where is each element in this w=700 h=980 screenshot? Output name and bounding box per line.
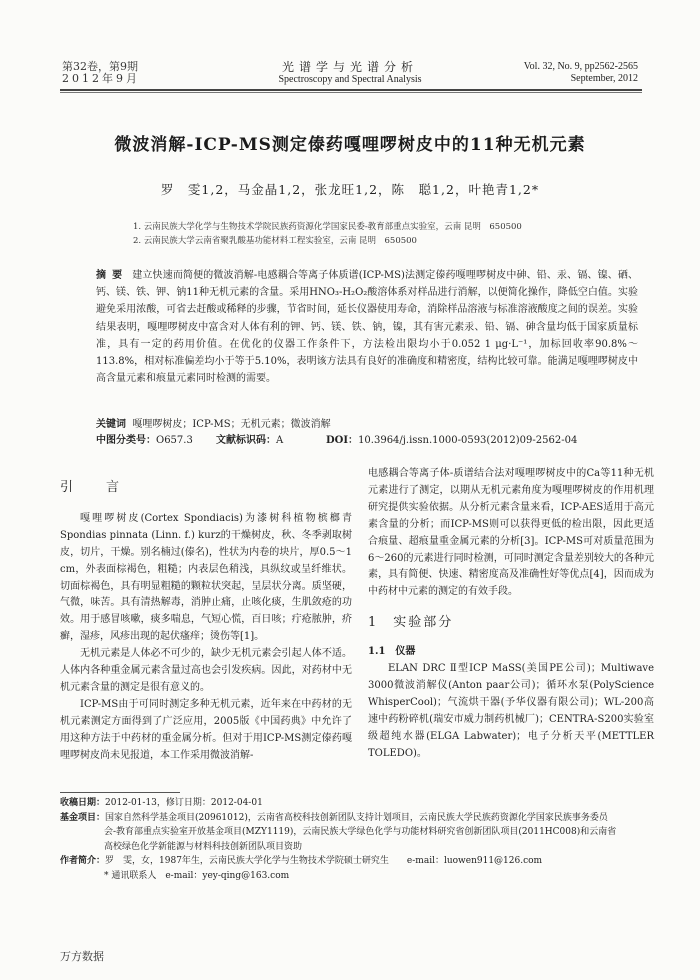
journal-volume-info xyxy=(62,61,140,85)
keywords-label: 关键词 xyxy=(96,419,126,430)
right-column xyxy=(368,466,654,763)
abstract-label: 摘要 xyxy=(96,270,129,281)
intro-paragraph-1: 嘎哩啰树皮(Cortex Spondiacis)为漆树科植物槟榔青Spondias pinnata (Linn. f.) kurz的干燥树皮，秋、冬季剥取树皮，切片，干燥。别名楠过(傣名)，性状为内卷的块片，厚0.5～1 cm，外表面棕褐色，粗糙；内表层色稍浅，具纵纹或呈纤维状。切面棕褐色，具有明显粗糙的颗粒状突起，呈层状分离。质坚硬，气微，味苦。具有清热解毒，消肿止痛，止咳化痰，生肌敛疮的功效。用于感冒咳嗽，痰多喘息，气短心慌，百日咳；疔疮脓肿，疥癣，湿疹，风疹出现的起伏瘙痒；烫伤等[1]。 xyxy=(60,512,352,643)
clc-label: 中图分类号： xyxy=(96,435,156,446)
journal-name-en: Spectroscopy and Spectral Analysis xyxy=(278,74,422,85)
fund-info-line2: 会-教育部重点实验室开放基金项目(MZY1119)，云南民族大学绿色化学与功能材料研究省创新团队项目(2011HC008)和云南省 xyxy=(104,827,617,837)
keywords xyxy=(96,418,331,432)
left-column xyxy=(60,480,352,765)
intro-paragraph-3: ICP-MS由于可同时测定多种无机元素，近年来在中药材的无机元素测定方面得到了广泛应用，2005版《中国药典》中允许了用这种方法于中药材的重金属分析。但对于用ICP-MS测定傣药嘎哩啰树皮尚未见报道，本工作采用微波消解- xyxy=(60,698,352,761)
corresponding-author: * 通讯联系人 e-mail：yey-qing@163.com xyxy=(104,870,290,881)
affiliation-1: 1. 云南民族大学化学与生物技术学院民族药资源化学国家民委-教育部重点实验室，云南 昆明 650500 xyxy=(133,222,522,232)
fund-info-line3: 高校绿色化学新能源与材料科技创新团队项目资助 xyxy=(104,841,303,852)
volume-issue: 第32卷，第9期 xyxy=(62,60,138,73)
received-date: 收稿日期：2012-01-13，修订日期：2012-04-01 xyxy=(60,798,263,808)
header-rule-thin xyxy=(60,92,642,93)
intro-continued-paragraph: 电感耦合等离子体-质谱结合法对嘎哩啰树皮中的Ca等11种无机元素进行了测定，以期从无机元素角度为嘎哩啰树皮的作用机理研究提供实验依据。从分析元素含量来看，ICP-AES适用于高元素含量的分析；而ICP-MS则可以获得更低的检出限，因此更适合痕量、超痕量重金属元素的分析[3]。ICP-MS可对质量范围为6～260的元素进行同时检测，可同时测定含量差别较大的各种元素，具有简便、快速、精密度高及准确性好等优点[4]，因而成为中药材中元素的测定的有效手段。 xyxy=(368,468,654,598)
clc-value: O657.3 xyxy=(156,435,193,446)
journal-name xyxy=(200,61,500,86)
author-list: 罗 雯1,2，马金晶1,2，张龙旺1,2，陈 聪1,2，叶艳青1,2* xyxy=(160,182,540,197)
issue-date-en: September, 2012 xyxy=(570,73,638,84)
watermark: 万方数据 xyxy=(60,950,104,963)
volume-pages: Vol. 32, No. 9, pp2562-2565 xyxy=(523,61,638,72)
fund-info: 基金项目：国家自然科学基金项目(20961012)，云南省高校科技创新团队支持计划项目，云南民族大学民族药资源化学国家民族事务委员 xyxy=(60,812,608,823)
abstract xyxy=(96,267,638,387)
abstract-text: 建立快速而简便的微波消解-电感耦合等离子体质谱(ICP-MS)法测定傣药嘎哩啰树皮中砷、铅、汞、镉、镍、硒、钙、镁、铁、钾、钠11种无机元素的含量。采用HNO₃-H₂O₂酸溶体系对样品进行消解，以便简化操作，降低空白值。实验避免采用浓酸，可省去赶酸或稀释的步骤，节省时间，延长仪器使用寿命，消除样品溶液与标准溶液酸度之间的误差。实验结果表明，嘎哩啰树皮中富含对人体有利的钾、钙、镁、铁、钠，镍，其有害元素汞、铅、镉、砷含量均低于国家质量标准，具有一定的药用价值。在优化的仪器工作条件下，方法检出限均小于0.052 1 μg·L⁻¹，加标回收率90.8%～113.8%，相对标准偏差均小于等于5.10%，表明该方法具有良好的准确度和精密度，结构比较可靠。能满足嘎哩啰树皮中高含量元素和痕量元素同时检测的需要。 xyxy=(96,270,639,385)
subsection-heading-instruments: 1.1 仪器 xyxy=(368,646,416,658)
doi-label: DOI： xyxy=(326,435,359,446)
keywords-text: 嘎哩啰树皮；ICP-MS；无机元素；微波消解 xyxy=(132,419,331,430)
author-bio: 作者简介：罗 雯，女，1987年生，云南民族大学化学与生物技术学院硕士研究生 e-mail：luowen911@126.com xyxy=(60,856,543,866)
section-heading-intro: 引 言 xyxy=(60,480,130,495)
doc-code-label: 文献标识码： xyxy=(216,435,276,446)
instruments-paragraph: ELAN DRC Ⅱ型ICP MaSS(美国PE公司)；Multiwave 3000微波消解仪(Anton paar公司)；循环水泵(PolyScience WhisperCool)；气流烘干器(予华仪器有限公司)；WL-200高速中药粉碎机(瑞安市威力制药机械厂)；CENTRA-S200实验室级超纯水器(ELGA Labwater)；电子分析天平(METTLER TOLEDO)。 xyxy=(368,663,654,759)
doi-value: 10.3964/j.issn.1000-0593(2012)09-2562-04 xyxy=(358,435,578,446)
issue-date: 2012年9月 xyxy=(62,72,140,85)
footnotes xyxy=(60,796,640,883)
header-rule xyxy=(60,89,642,91)
intro-paragraph-2: 无机元素是人体必不可少的，缺少无机元素会引起人体不适。人体内各种重金属元素含量过高也会引发疾病。因此，对药材中无机元素含量的测定是很有意义的。 xyxy=(60,648,352,693)
doc-code-value: A xyxy=(276,435,284,446)
affiliation-2: 2. 云南民族大学云南省聚乳酸基功能材料工程实验室，云南 昆明 650500 xyxy=(133,236,417,246)
paper-title: 微波消解-ICP-MS测定傣药嘎哩啰树皮中的11种无机元素 xyxy=(114,135,586,155)
section-heading-experimental: 1 实验部分 xyxy=(368,615,454,631)
footnote-rule xyxy=(60,792,180,793)
journal-volume-en xyxy=(524,61,638,85)
journal-name-cn: 光谱学与光谱分析 xyxy=(281,60,418,74)
